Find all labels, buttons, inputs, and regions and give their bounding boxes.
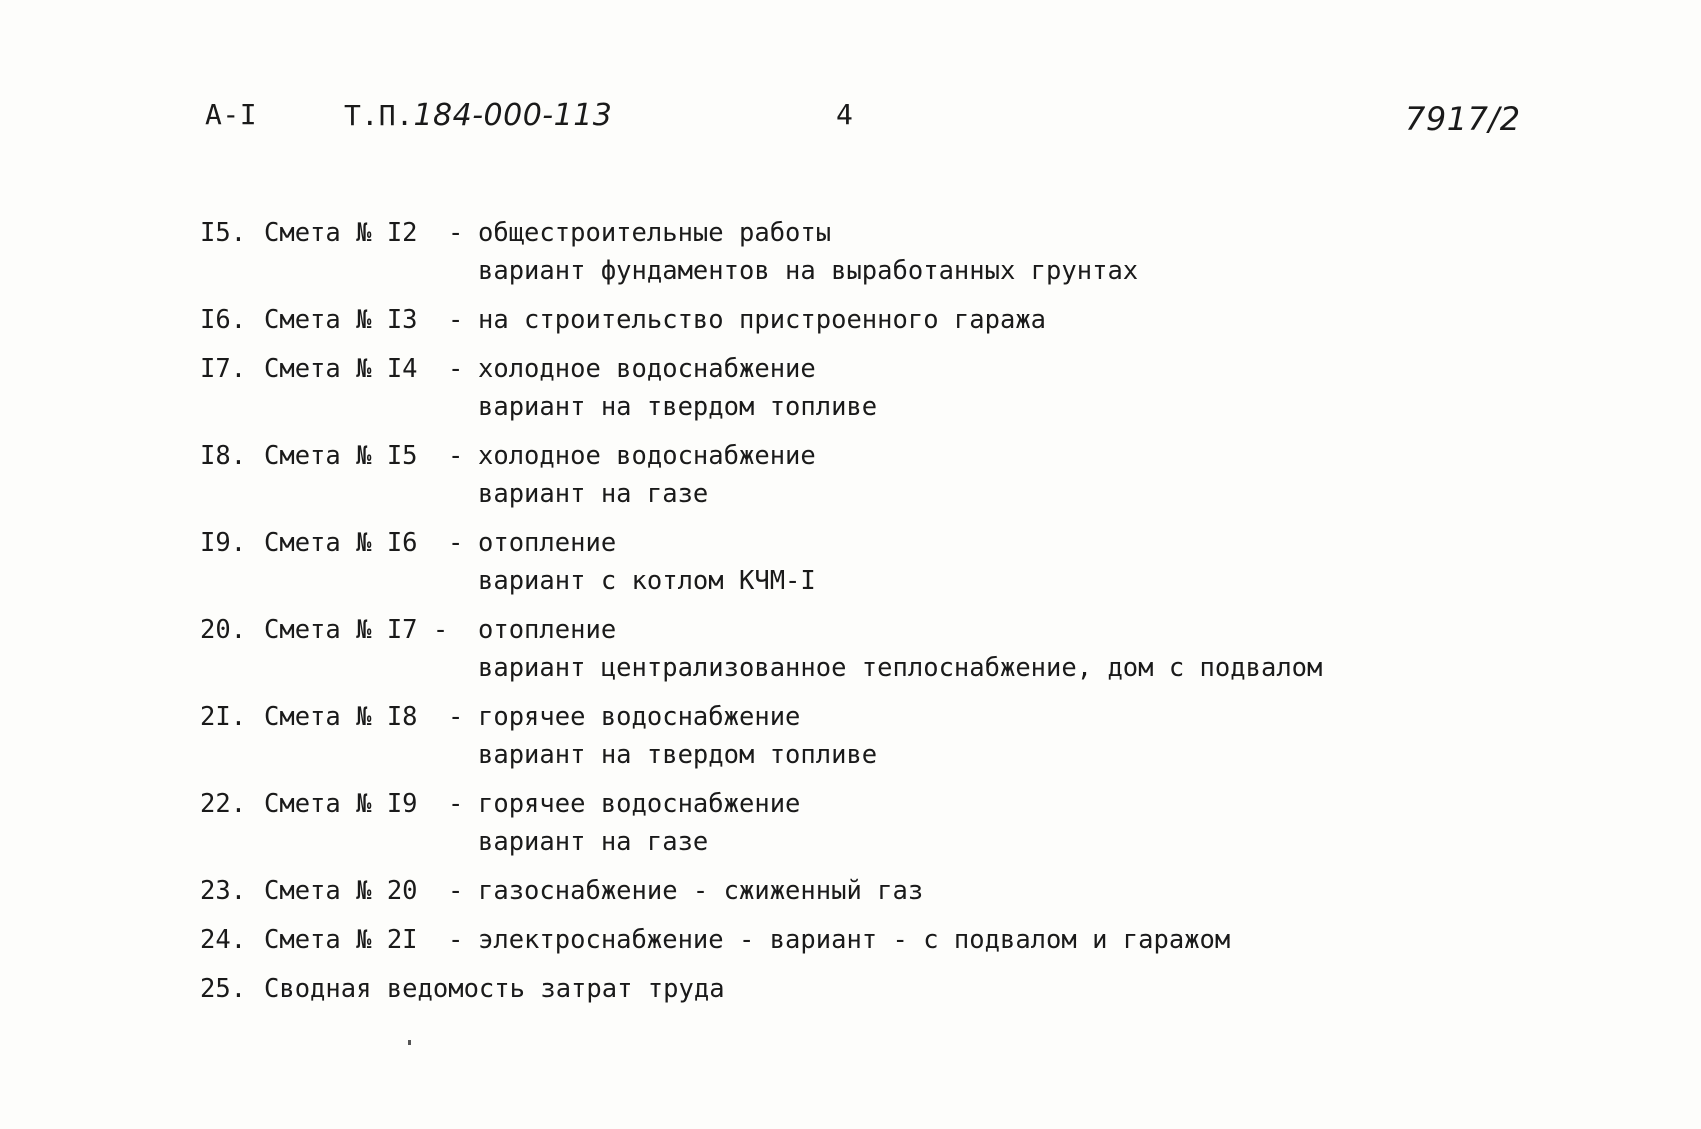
item-description <box>478 698 877 774</box>
description-line: общестроительные работы <box>478 218 832 248</box>
dash: - <box>448 305 464 335</box>
item-title: Сводная ведомость затрат труда <box>264 974 725 1004</box>
project-code-prefix: Т.П. <box>344 99 414 132</box>
stray-mark <box>408 1040 411 1045</box>
item-description <box>478 214 1138 290</box>
list-item <box>200 785 1600 861</box>
estimate-ref: Смета № I3 <box>264 305 418 335</box>
list-item <box>200 698 1600 774</box>
item-description <box>478 921 1230 959</box>
description-line: холодное водоснабжение <box>478 354 816 384</box>
estimate-ref: Смета № I5 <box>264 441 418 471</box>
description-line: вариант на твердом топливе <box>478 740 878 770</box>
description-line: вариант на газе <box>478 479 709 509</box>
estimate-ref: Смета № 2I <box>264 925 418 955</box>
list-item <box>200 524 1600 600</box>
item-number: 20. <box>200 615 247 645</box>
item-description <box>478 437 816 513</box>
list-item <box>200 437 1600 513</box>
project-code <box>344 98 612 133</box>
project-code-handwritten: 184-000-113 <box>413 98 613 133</box>
item-number: 23. <box>200 876 247 906</box>
item-number: 22. <box>200 789 247 819</box>
description-line: вариант на газе <box>478 827 709 857</box>
description-line: горячее водоснабжение <box>478 702 801 732</box>
document-number: 7917/2 <box>1405 100 1521 138</box>
item-number: I5. <box>200 218 247 248</box>
description-line: вариант с котлом КЧМ-I <box>478 566 816 596</box>
sheet-label: А-I <box>205 98 258 131</box>
description-line: электроснабжение - вариант - с подвалом и гаражом <box>478 925 1231 955</box>
item-number: 25. <box>200 974 247 1004</box>
dash: - <box>448 789 464 819</box>
item-description <box>478 524 816 600</box>
item-description <box>478 611 1322 687</box>
item-description <box>478 301 1046 339</box>
estimate-ref: Смета № I9 <box>264 789 418 819</box>
description-line: горячее водоснабжение <box>478 789 801 819</box>
dash: - <box>448 876 464 906</box>
description-line: вариант фундаментов на выработанных грунтах <box>478 256 1139 286</box>
item-number: I7. <box>200 354 247 384</box>
list-item <box>200 214 1600 290</box>
estimate-ref: Смета № I4 <box>264 354 418 384</box>
estimate-ref: Смета № 20 <box>264 876 418 906</box>
description-line: на строительство пристроенного гаража <box>478 305 1047 335</box>
dash: - <box>448 218 464 248</box>
list-item <box>200 921 1600 959</box>
item-number: 24. <box>200 925 247 955</box>
description-line: вариант на твердом топливе <box>478 392 878 422</box>
list-item <box>200 301 1600 339</box>
item-description <box>478 785 800 861</box>
item-number: I9. <box>200 528 247 558</box>
list-item <box>200 872 1600 910</box>
dash: - <box>448 441 464 471</box>
item-description <box>478 350 877 426</box>
item-number: 2I. <box>200 702 247 732</box>
list-item <box>200 611 1600 687</box>
description-line: отопление <box>478 615 617 645</box>
estimate-ref: Смета № I2 <box>264 218 418 248</box>
description-line: отопление <box>478 528 617 558</box>
item-number: I8. <box>200 441 247 471</box>
dash: - <box>448 925 464 955</box>
list-item <box>200 350 1600 426</box>
estimates-list <box>200 214 1600 1019</box>
estimate-ref: Смета № I8 <box>264 702 418 732</box>
list-item <box>200 970 1600 1008</box>
dash: - <box>448 528 464 558</box>
estimate-ref: Смета № I6 <box>264 528 418 558</box>
dash: - <box>448 702 464 732</box>
estimate-ref: Смета № I7 - <box>264 615 449 645</box>
item-number: I6. <box>200 305 247 335</box>
item-description <box>478 872 923 910</box>
description-line: газоснабжение - сжиженный газ <box>478 876 924 906</box>
description-line: вариант централизованное теплоснабжение, дом с подвалом <box>478 653 1323 683</box>
description-line: холодное водоснабжение <box>478 441 816 471</box>
page-number: 4 <box>836 98 854 131</box>
dash: - <box>448 354 464 384</box>
